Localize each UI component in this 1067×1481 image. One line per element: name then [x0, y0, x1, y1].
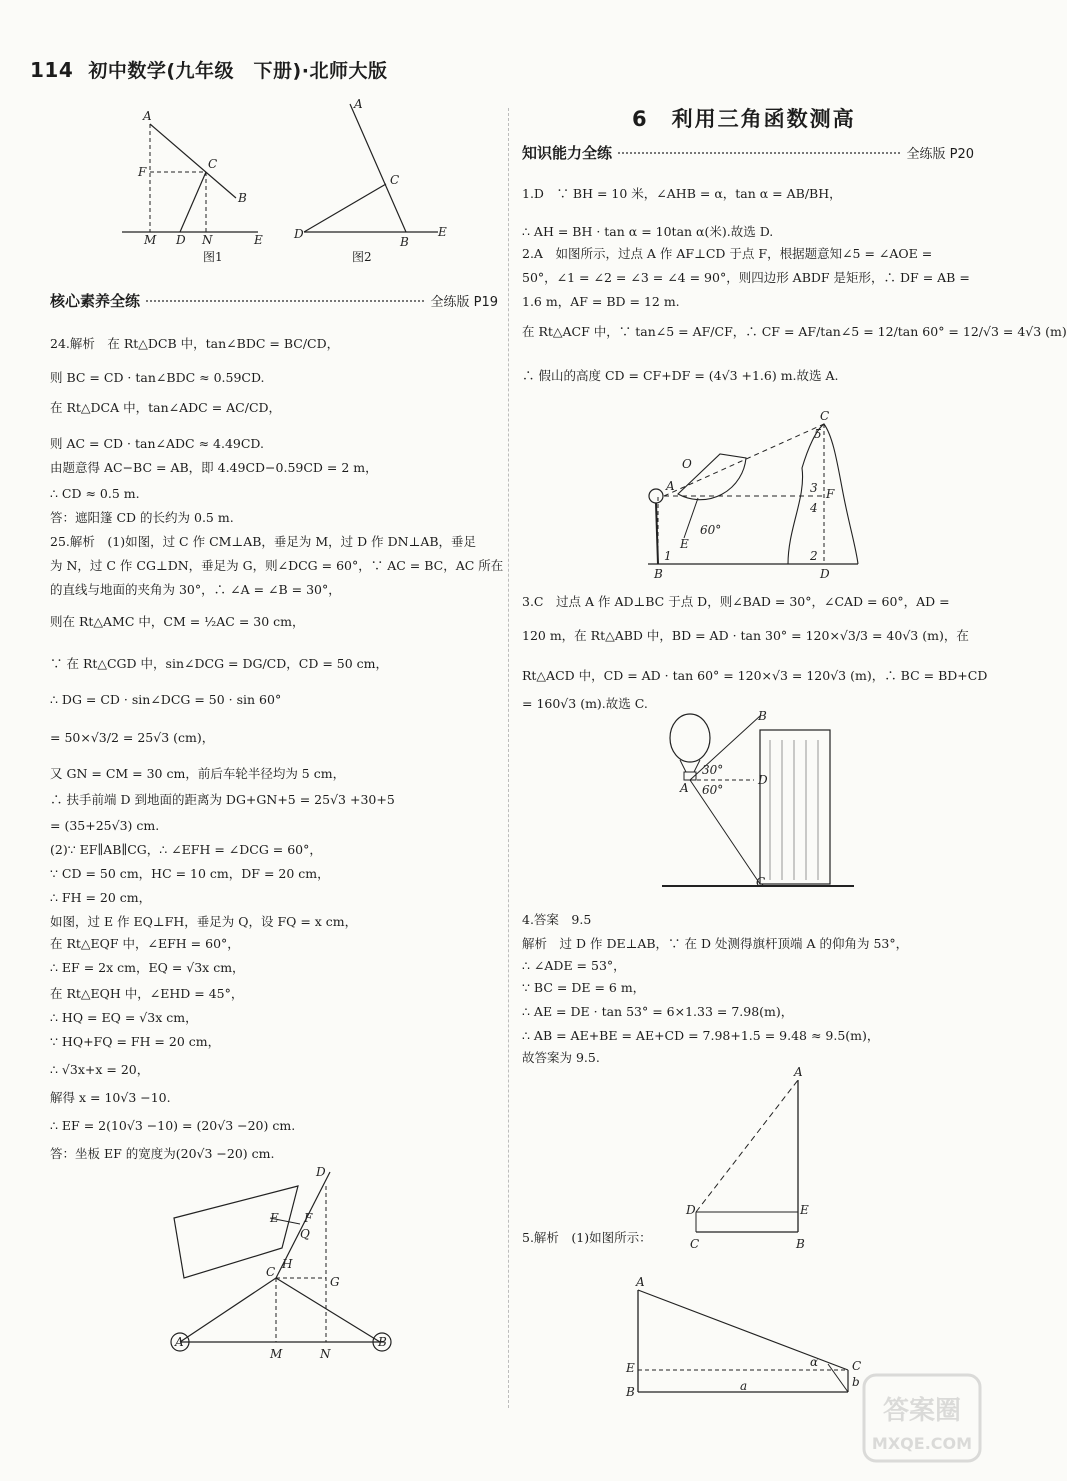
text-line: 4.答案 9.5 [522, 912, 592, 927]
text-line: 解析 过 D 作 DE⊥AB，∵ 在 D 处测得旗杆顶端 A 的仰角为 53°， [522, 936, 909, 951]
text-line: ∴ FH = 20 cm， [50, 890, 152, 905]
figure-1 [118, 109, 268, 247]
flagpole-figure [686, 1065, 816, 1252]
text-line: ∴ ∠ADE = 53°， [522, 958, 626, 973]
section-dots [146, 300, 424, 302]
text-line: 在 Rt△ACF 中，∵ tan∠5 = AF/CF，∴ CF = AF/tan∠5 = 12/tan 60° = 12/√3 = 4√3 (m) [522, 324, 1067, 339]
svg-text:M: M [144, 233, 157, 247]
text-line: 在 Rt△EQH 中，∠EHD = 45°， [50, 986, 244, 1001]
svg-text:O: O [682, 457, 692, 471]
svg-text:C: C [852, 1359, 862, 1373]
svg-text:1: 1 [664, 549, 672, 563]
figure-2 [288, 97, 448, 249]
section-title: 知识能力全练 [522, 144, 613, 162]
svg-text:C: C [390, 173, 400, 187]
svg-text:E: E [438, 225, 447, 239]
svg-text:C: C [690, 1237, 700, 1251]
svg-text:A: A [680, 781, 689, 795]
svg-text:D: D [686, 1203, 696, 1217]
svg-text:A: A [175, 1335, 184, 1349]
svg-text:D: D [820, 567, 830, 581]
figure-1-caption: 图1 [203, 250, 223, 264]
text-line: 5.解析 (1)如图所示： [522, 1230, 652, 1245]
text-line: 答：遮阳篷 CD 的长约为 0.5 m. [50, 510, 234, 525]
text-line: ∴ 假山的高度 CD = CF+DF = (4√3 +1.6) m.故选 A. [522, 368, 839, 383]
svg-text:5: 5 [814, 427, 822, 441]
svg-text:a: a [740, 1379, 748, 1393]
svg-text:E: E [800, 1203, 809, 1217]
svg-text:G: G [330, 1275, 340, 1289]
text-line: 则 BC = CD · tan∠BDC ≈ 0.59CD. [50, 370, 265, 385]
text-line: 120 m，在 Rt△ABD 中，BD = AD · tan 30° = 120×√3/3 = 40√3 (m)，在 [522, 628, 969, 643]
svg-text:E: E [626, 1361, 635, 1375]
svg-text:E: E [270, 1211, 279, 1225]
svg-text:3: 3 [810, 481, 818, 495]
mountain-figure [638, 409, 868, 581]
book-title: 初中数学(九年级 下册)·北师大版 [88, 60, 388, 82]
svg-text:N: N [320, 1347, 331, 1361]
text-line: 为 N，过 C 作 CG⊥DN，垂足为 G，则∠DCG = 60°，∵ AC = BC，AC 所在 [50, 558, 504, 573]
wheelchair-figure [170, 1166, 400, 1366]
svg-text:4: 4 [810, 501, 818, 515]
page-header [30, 56, 387, 83]
text-line: 解得 x = 10√3 −10. [50, 1090, 171, 1105]
svg-text:E: E [254, 233, 263, 247]
text-line: 3.C 过点 A 作 AD⊥BC 于点 D，则∠BAD = 30°，∠CAD = 60°，AD = [522, 594, 950, 609]
text-line: ∴ EF = 2(10√3 −10) = (20√3 −20) cm. [50, 1118, 296, 1133]
text-line: 在 Rt△EQF 中，∠EFH = 60°， [50, 936, 240, 951]
svg-text:C: C [820, 409, 830, 423]
svg-text:E: E [680, 537, 689, 551]
text-line: ∴ EF = 2x cm，EQ = √3x cm， [50, 960, 245, 975]
svg-text:B: B [758, 709, 767, 723]
svg-text:F: F [826, 487, 835, 501]
svg-text:D: D [176, 233, 186, 247]
svg-text:D: D [758, 773, 768, 787]
section-dots [618, 152, 900, 154]
svg-text:B: B [400, 235, 409, 249]
svg-text:60°: 60° [700, 523, 722, 537]
svg-text:F: F [138, 165, 147, 179]
svg-text:M: M [270, 1347, 283, 1361]
svg-text:α: α [810, 1355, 819, 1369]
svg-text:D: D [316, 1165, 326, 1179]
section-title: 核心素养全练 [50, 292, 141, 310]
text-line: ∴ √3x+x = 20， [50, 1062, 150, 1077]
svg-text:A: A [354, 97, 363, 111]
svg-text:2: 2 [810, 549, 818, 563]
text-line: 答：坐板 EF 的宽度为(20√3 −20) cm. [50, 1146, 275, 1161]
svg-text:答案圈: 答案圈 [882, 1396, 962, 1426]
text-line: ∴ HQ = EQ = √3x cm， [50, 1010, 198, 1025]
text-line: ∴ AE = DE · tan 53° = 6×1.33 = 7.98(m)， [522, 1004, 794, 1019]
lesson-title: 6 利用三角函数测高 [632, 107, 856, 131]
text-line: 又 GN = CM = 30 cm，前后车轮半径均为 5 cm， [50, 766, 346, 781]
text-line: ∴ AH = BH · tan α = 10tan α(米).故选 D. [522, 224, 774, 239]
text-line: 由题意得 AC−BC = AB，即 4.49CD−0.59CD = 2 m， [50, 460, 378, 475]
text-line: 24.解析 在 Rt△DCB 中，tan∠BDC = BC/CD， [50, 336, 340, 351]
text-line: 则在 Rt△AMC 中，CM = ½AC = 30 cm， [50, 614, 305, 629]
svg-text:C: C [266, 1265, 276, 1279]
svg-text:B: B [378, 1335, 387, 1349]
text-line: ∴ AB = AE+BE = AE+CD = 7.98+1.5 = 9.48 ≈ 9.5(m)， [522, 1028, 880, 1043]
svg-text:C: C [208, 157, 218, 171]
text-line: ∵ CD = 50 cm，HC = 10 cm，DF = 20 cm， [50, 866, 330, 881]
text-line: 的直线与地面的夹角为 30°，∴ ∠A = ∠B = 30°， [50, 582, 341, 597]
text-line: 1.D ∵ BH = 10 米，∠AHB = α，tan α = AB/BH， [522, 186, 842, 201]
text-line: 2.A 如图所示，过点 A 作 AF⊥CD 于点 F，根据题意知∠5 = ∠AOE = [522, 246, 933, 261]
text-line: ∵ HQ+FQ = FH = 20 cm， [50, 1034, 221, 1049]
svg-text:MXQE.COM: MXQE.COM [871, 1434, 973, 1453]
svg-text:B: B [238, 191, 247, 205]
text-line: 故答案为 9.5. [522, 1050, 600, 1065]
text-line: = 160√3 (m).故选 C. [522, 696, 648, 711]
text-line: ∵ BC = DE = 6 m， [522, 980, 646, 995]
figure-2-caption: 图2 [352, 250, 372, 264]
page-number: 114 [30, 58, 74, 82]
svg-text:C: C [756, 875, 766, 889]
svg-text:F: F [304, 1211, 313, 1225]
svg-text:30°: 30° [702, 763, 724, 777]
text-line: (2)∵ EF∥AB∥CG，∴ ∠EFH = ∠DCG = 60°， [50, 842, 322, 857]
text-line: 50°，∠1 = ∠2 = ∠3 = ∠4 = 90°，则四边形 ABDF 是矩形，∴ DF = AB = [522, 270, 970, 285]
height-figure [626, 1275, 870, 1422]
svg-text:H: H [282, 1257, 293, 1271]
svg-text:A: A [143, 109, 152, 123]
svg-text:A: A [794, 1065, 803, 1079]
svg-text:B: B [796, 1237, 805, 1251]
svg-text:b: b [852, 1375, 860, 1389]
svg-text:N: N [202, 233, 213, 247]
section-core-literacy [50, 290, 498, 311]
text-line: ∴ 扶手前端 D 到地面的距离为 DG+GN+5 = 25√3 +30+5 [50, 792, 395, 807]
text-line: Rt△ACD 中，CD = AD · tan 60° = 120×√3 = 120√3 (m)，∴ BC = BD+CD [522, 668, 988, 683]
text-line: 25.解析 (1)如图，过 C 作 CM⊥AB，垂足为 M，过 D 作 DN⊥AB，垂足 [50, 534, 477, 549]
text-line: ∵ 在 Rt△CGD 中，sin∠DCG = DG/CD，CD = 50 cm， [50, 656, 389, 671]
text-line: 1.6 m，AF = BD = 12 m. [522, 294, 680, 309]
text-line: 在 Rt△DCA 中，tan∠ADC = AC/CD， [50, 400, 282, 415]
svg-text:A: A [666, 479, 675, 493]
svg-text:60°: 60° [702, 783, 724, 797]
balloon-figure [658, 710, 858, 890]
text-line: 则 AC = CD · tan∠ADC ≈ 4.49CD. [50, 436, 264, 451]
svg-text:D: D [294, 227, 304, 241]
text-line: ∴ DG = CD · sin∠DCG = 50 · sin 60° [50, 692, 282, 707]
column-divider [508, 108, 509, 1408]
watermark-logo [862, 1373, 982, 1463]
svg-text:B: B [654, 567, 663, 581]
svg-text:A: A [636, 1275, 645, 1289]
text-line: 如图，过 E 作 EQ⊥FH，垂足为 Q，设 FQ = x cm， [50, 914, 358, 929]
section-ref: 全练版 P19 [430, 295, 498, 310]
text-line: = (35+25√3) cm. [50, 818, 160, 833]
section-ref: 全练版 P20 [906, 147, 974, 162]
svg-text:Q: Q [300, 1227, 310, 1241]
section-knowledge [522, 142, 974, 163]
text-line: ∴ CD ≈ 0.5 m. [50, 486, 140, 501]
svg-text:B: B [626, 1385, 635, 1399]
text-line: = 50×√3/2 = 25√3 (cm)， [50, 730, 215, 745]
